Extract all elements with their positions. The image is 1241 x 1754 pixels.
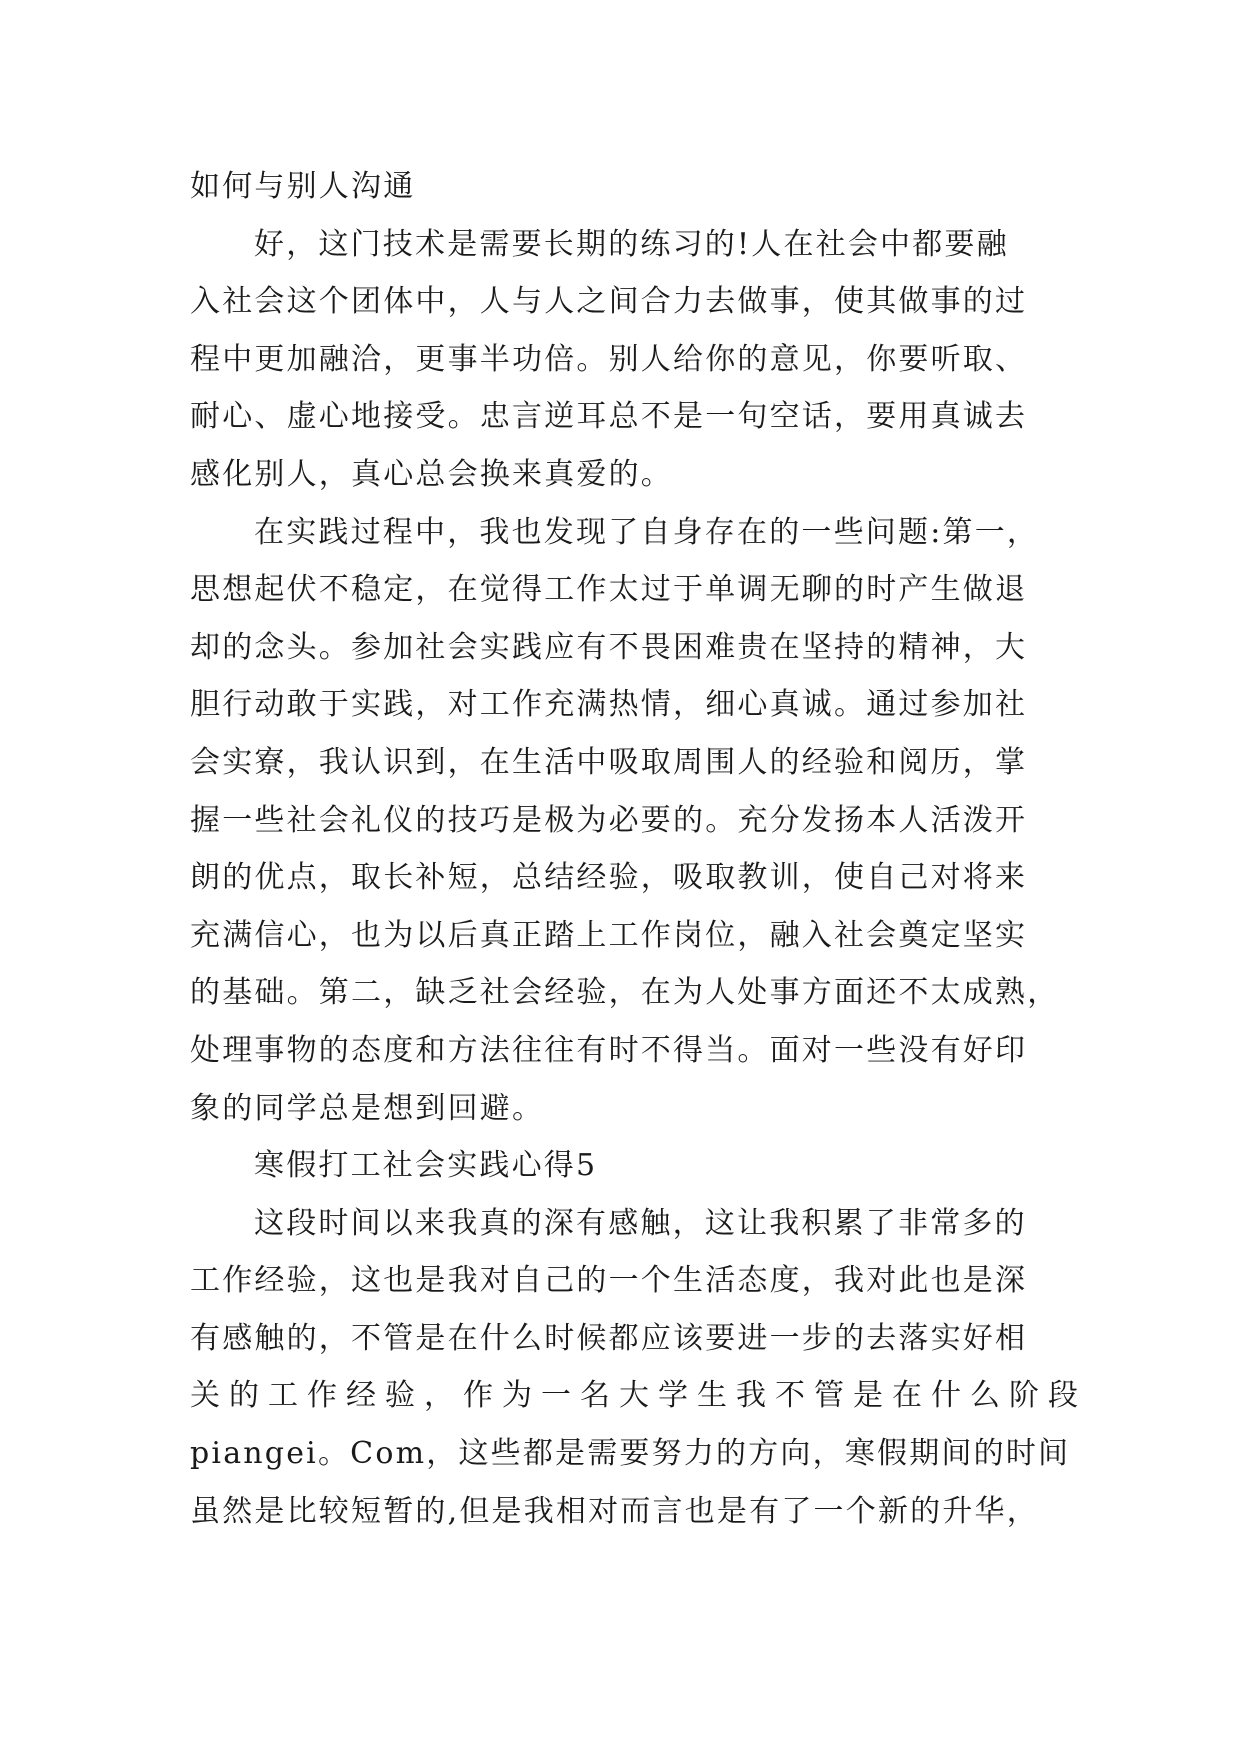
paragraph-line: 思想起伏不稳定，在觉得工作太过于单调无聊的时产生做退 bbox=[190, 572, 1028, 608]
paragraph-line: 处理事物的态度和方法往往有时不得当。面对一些没有好印 bbox=[190, 1032, 1028, 1068]
paragraph-line: 象的同学总是想到回避。 bbox=[190, 1090, 545, 1126]
paragraph-line: 工作经验，这也是我对自己的一个生活态度，我对此也是深 bbox=[190, 1263, 1028, 1299]
paragraph-line: 感化别人，真心总会换来真爱的。 bbox=[190, 456, 673, 492]
section-heading: 如何与别人沟通 bbox=[190, 169, 416, 204]
paragraph-line: 握一些社会礼仪的技巧是极为必要的。充分发扬本人活泼开 bbox=[190, 802, 1028, 838]
paragraph-line: 虽然是比较短暂的,但是我相对而言也是有了一个新的升华， bbox=[190, 1493, 1039, 1529]
paragraph-line: 充满信心，也为以后真正踏上工作岗位，融入社会奠定坚实 bbox=[190, 917, 1028, 953]
paragraph-line: 有感触的，不管是在什么时候都应该要进一步的去落实好相 bbox=[190, 1320, 1028, 1356]
document-body bbox=[190, 158, 1087, 1540]
paragraph-line: 却的念头。参加社会实践应有不畏困难贵在坚持的精神，大 bbox=[190, 629, 1028, 665]
paragraph-line: 耐心、虚心地接受。忠言逆耳总不是一句空话，要用真诚去 bbox=[190, 399, 1028, 435]
paragraph-line: 程中更加融洽，更事半功倍。别人给你的意见，你要听取、 bbox=[190, 341, 1028, 377]
paragraph-line: piangei。Com，这些都是需要努力的方向，寒假期间的时间 bbox=[190, 1436, 1071, 1472]
paragraph-line: 这段时间以来我真的深有感触，这让我积累了非常多的 bbox=[254, 1205, 1027, 1241]
paragraph-line: 的基础。第二，缺乏社会经验，在为人处事方面还不太成熟， bbox=[190, 975, 1060, 1011]
paragraph-line: 胆行动敢于实践，对工作充满热情，细心真诚。通过参加社 bbox=[190, 687, 1028, 723]
paragraph-line: 关的工作经验，作为一名大学生我不管是在什么阶段 bbox=[190, 1378, 1087, 1414]
paragraph-line: 会实寮，我认识到，在生活中吸取周围人的经验和阅历，掌 bbox=[190, 744, 1028, 780]
paragraph-line: 在实践过程中，我也发现了自身存在的一些问题:第一， bbox=[254, 514, 1040, 550]
paragraph-line: 朗的优点，取长补短，总结经验，吸取教训，使自己对将来 bbox=[190, 860, 1028, 896]
section-heading: 寒假打工社会实践心得5 bbox=[254, 1148, 598, 1184]
paragraph-line: 入社会这个团体中，人与人之间合力去做事，使其做事的过 bbox=[190, 284, 1028, 320]
paragraph-line: 好，这门技术是需要长期的练习的!人在社会中都要融 bbox=[254, 226, 1009, 262]
